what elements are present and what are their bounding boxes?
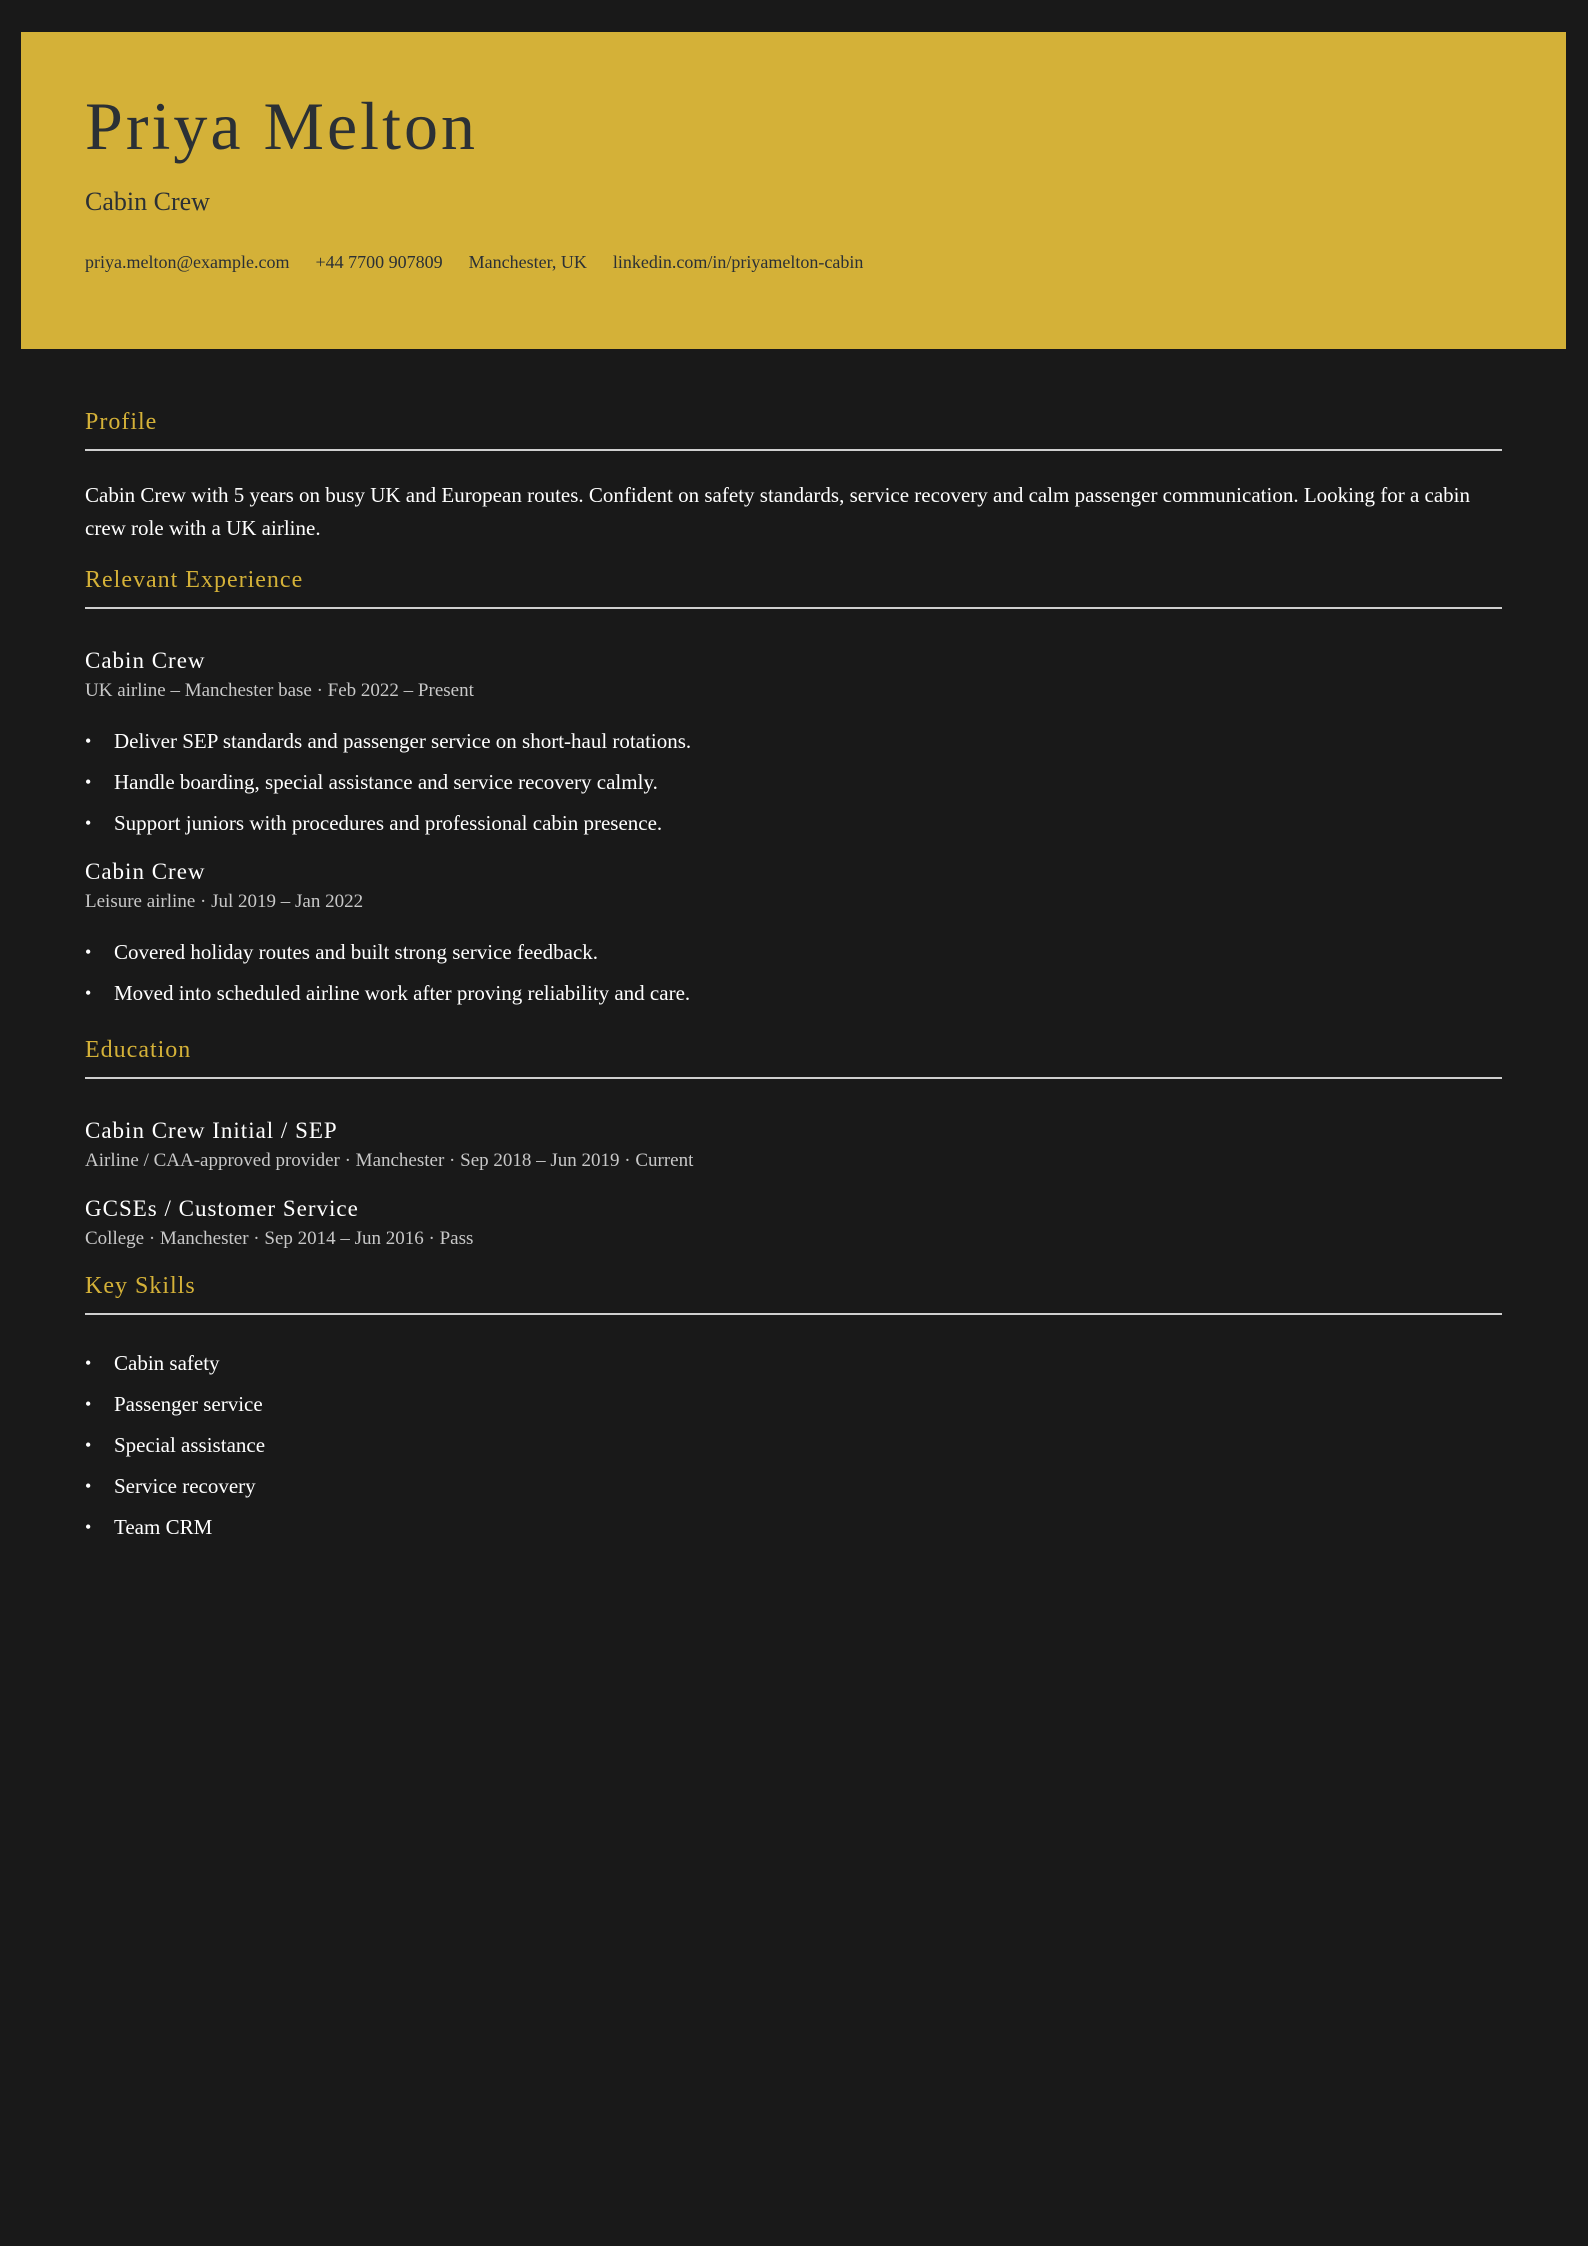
header-banner xyxy=(21,32,1566,349)
candidate-role: Cabin Crew xyxy=(85,187,210,216)
list-item xyxy=(85,973,1502,1014)
contact-email[interactable]: priya.melton@example.com xyxy=(85,252,290,272)
contact-list xyxy=(85,253,863,271)
resume-body xyxy=(85,405,1502,1548)
skill-text: Passenger service xyxy=(114,1392,263,1416)
bullet-icon: • xyxy=(85,1476,92,1496)
list-item xyxy=(85,932,1502,973)
bullet-icon: • xyxy=(85,1394,92,1414)
skill-text: Service recovery xyxy=(114,1474,256,1498)
bullet-icon: • xyxy=(85,1517,92,1537)
job-meta: UK airline – Manchester base · Feb 2022 – Present xyxy=(85,680,474,701)
section-title-skills: Key Skills xyxy=(85,1269,1502,1315)
job-title: Cabin Crew xyxy=(85,648,206,673)
skills-section xyxy=(85,1269,1502,1548)
experience-section xyxy=(85,563,1502,1014)
experience-item xyxy=(85,856,1502,1014)
education-title: Cabin Crew Initial / SEP xyxy=(85,1118,338,1143)
job-bullets xyxy=(85,932,1502,1014)
list-item xyxy=(85,1425,1502,1466)
section-title-profile: Profile xyxy=(85,405,1502,451)
education-meta: Airline / CAA-approved provider · Manchester · Sep 2018 – Jun 2019 · Current xyxy=(85,1150,694,1171)
bullet-icon: • xyxy=(85,813,92,833)
bullet-icon: • xyxy=(85,942,92,962)
education-item xyxy=(85,1115,1502,1175)
experience-item xyxy=(85,645,1502,844)
list-item xyxy=(85,1507,1502,1548)
education-section xyxy=(85,1033,1502,1253)
skill-text: Cabin safety xyxy=(114,1351,220,1375)
bullet-icon: • xyxy=(85,983,92,1003)
list-item xyxy=(85,1466,1502,1507)
list-item xyxy=(85,721,1502,762)
list-item xyxy=(85,803,1502,844)
list-item xyxy=(85,1384,1502,1425)
contact-phone[interactable]: +44 7700 907809 xyxy=(315,252,443,272)
skills-list xyxy=(85,1343,1502,1548)
job-meta: Leisure airline · Jul 2019 – Jan 2022 xyxy=(85,891,364,912)
education-item xyxy=(85,1193,1502,1253)
contact-linkedin[interactable]: linkedin.com/in/priyamelton-cabin xyxy=(612,252,864,272)
job-title: Cabin Crew xyxy=(85,859,206,884)
bullet-text: Deliver SEP standards and passenger service on short-haul rotations. xyxy=(114,729,692,753)
job-bullets xyxy=(85,721,1502,844)
profile-section xyxy=(85,405,1502,545)
list-item xyxy=(85,1343,1502,1384)
bullet-icon: • xyxy=(85,1353,92,1373)
skill-text: Team CRM xyxy=(114,1515,213,1539)
contact-location: Manchester, UK xyxy=(468,252,587,272)
bullet-icon: • xyxy=(85,731,92,751)
bullet-text: Covered holiday routes and built strong service feedback. xyxy=(114,940,599,964)
candidate-name: Priya Melton xyxy=(85,88,478,164)
bullet-text: Moved into scheduled airline work after proving reliability and care. xyxy=(114,981,691,1005)
education-meta: College · Manchester · Sep 2014 – Jun 2016 · Pass xyxy=(85,1228,474,1249)
list-item xyxy=(85,762,1502,803)
bullet-icon: • xyxy=(85,1435,92,1455)
skill-text: Special assistance xyxy=(114,1433,266,1457)
bullet-text: Handle boarding, special assistance and service recovery calmly. xyxy=(114,770,658,794)
section-title-education: Education xyxy=(85,1033,1502,1079)
bullet-icon: • xyxy=(85,772,92,792)
section-title-experience: Relevant Experience xyxy=(85,563,1502,609)
bullet-text: Support juniors with procedures and professional cabin presence. xyxy=(114,811,663,835)
education-title: GCSEs / Customer Service xyxy=(85,1196,359,1221)
profile-text: Cabin Crew with 5 years on busy UK and European routes. Confident on safety standards, service recovery and calm passenger communication. Looking for a cabin crew role with a UK airline. xyxy=(85,483,1471,540)
